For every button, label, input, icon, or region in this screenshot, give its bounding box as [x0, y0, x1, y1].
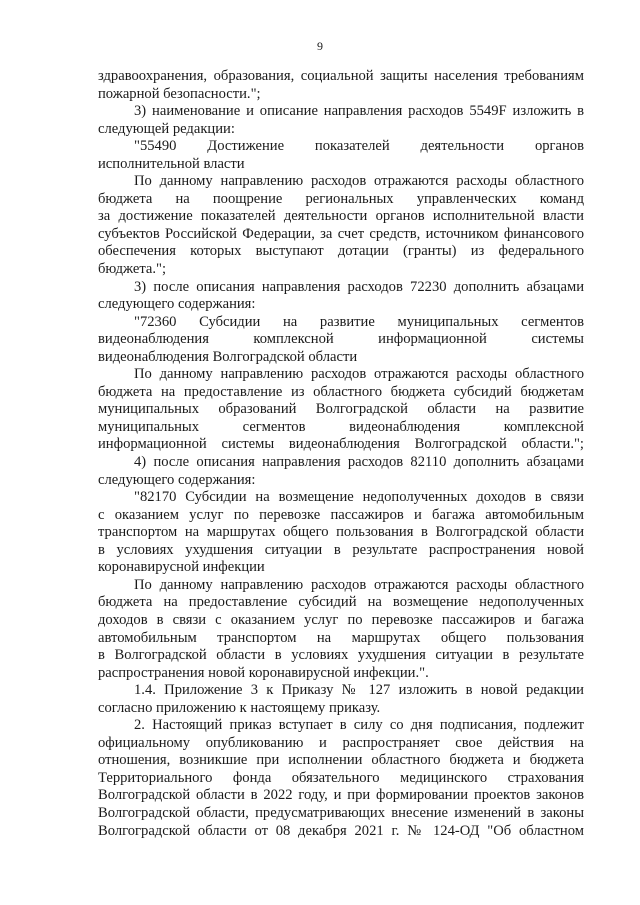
- text-line: отношения, возникшие при исполнении областного бюджета и бюджета: [98, 752, 584, 769]
- text-line: пожарной безопасности.";: [98, 85, 261, 102]
- text-line: информационной системы видеонаблюдения Волгоградской области.";: [98, 436, 584, 453]
- text-line: официальному опубликованию и распространяет свое действия на: [98, 734, 584, 751]
- text-line: 2. Настоящий приказ вступает в силу со дня подписания, подлежит: [134, 717, 584, 734]
- text-line: муниципальных образований Волгоградской области на развитие: [98, 401, 584, 418]
- text-line: 4) после описания направления расходов 82110 дополнить абзацами: [134, 454, 584, 471]
- text-line: исполнительной власти: [98, 155, 245, 172]
- text-line: доходов в связи с оказанием услуг по перевозке пассажиров и багажа: [98, 611, 584, 628]
- text-line: 3) наименование и описание направления расходов 5549F изложить в: [134, 103, 584, 120]
- text-line: следующей редакции:: [98, 120, 235, 137]
- text-line: обеспечения которых выступают дотации (гранты) из федерального: [98, 243, 584, 260]
- text-line: следующего содержания:: [98, 296, 256, 313]
- text-line: По данному направлению расходов отражаются расходы областного: [134, 576, 584, 593]
- text-line: Территориального фонда обязательного медицинского страхования: [98, 769, 584, 786]
- page-number: 9: [317, 39, 323, 53]
- text-line: видеонаблюдения комплексной информационной системы: [98, 331, 584, 348]
- text-line: автомобильным транспортом на маршрутах общего пользования: [98, 629, 584, 646]
- text-line: в Волгоградской области в условиях ухудшения ситуации в результате: [98, 647, 584, 664]
- text-line: бюджета.";: [98, 261, 167, 278]
- text-line: распространения новой коронавирусной инфекции.".: [98, 664, 429, 681]
- text-line: "72360 Субсидии на развитие муниципальных сегментов: [134, 313, 584, 330]
- text-line: бюджета на поощрение региональных управленческих команд: [98, 190, 584, 207]
- text-line: видеонаблюдения Волгоградской области: [98, 348, 358, 365]
- text-line: Волгоградской области, предусматривающих внесение изменений в законы: [98, 804, 584, 821]
- text-line: бюджета на предоставление субсидий на возмещение недополученных: [98, 594, 584, 611]
- text-line: следующего содержания:: [98, 471, 256, 488]
- text-line: 3) после описания направления расходов 72230 дополнить абзацами: [134, 278, 584, 295]
- text-line: субъектов Российской Федерации, за счет средств, источником финансового: [98, 225, 584, 242]
- text-line: в условиях ухудшения ситуации в результате распространения новой: [98, 541, 584, 558]
- document-body: [98, 68, 584, 840]
- text-line: за достижение показателей деятельности органов исполнительной власти: [98, 208, 584, 225]
- text-line: муниципальных сегментов видеонаблюдения комплексной: [98, 418, 584, 435]
- text-line: с оказанием услуг по перевозке пассажиров и багажа автомобильным: [98, 506, 584, 523]
- text-line: бюджета на предоставление из областного бюджета субсидий бюджетам: [98, 383, 584, 400]
- text-line: транспортом на маршрутах общего пользования в Волгоградской области: [98, 524, 584, 541]
- text-line: По данному направлению расходов отражаются расходы областного: [134, 366, 584, 383]
- text-line: коронавирусной инфекции: [98, 559, 265, 576]
- text-line: Волгоградской области в 2022 году, и при формировании проектов законов: [98, 787, 584, 804]
- text-line: Волгоградской области от 08 декабря 2021 г. № 124-ОД "Об областном: [98, 822, 584, 839]
- text-line: "55490 Достижение показателей деятельности органов: [134, 138, 584, 155]
- text-line: согласно приложению к настоящему приказу.: [98, 699, 381, 716]
- text-line: "82170 Субсидии на возмещение недополученных доходов в связи: [134, 489, 584, 506]
- text-line: здравоохранения, образования, социальной защиты населения требованиям: [98, 68, 584, 84]
- text-line: По данному направлению расходов отражаются расходы областного: [134, 173, 584, 190]
- text-line: 1.4. Приложение 3 к Приказу № 127 изложить в новой редакции: [134, 682, 584, 699]
